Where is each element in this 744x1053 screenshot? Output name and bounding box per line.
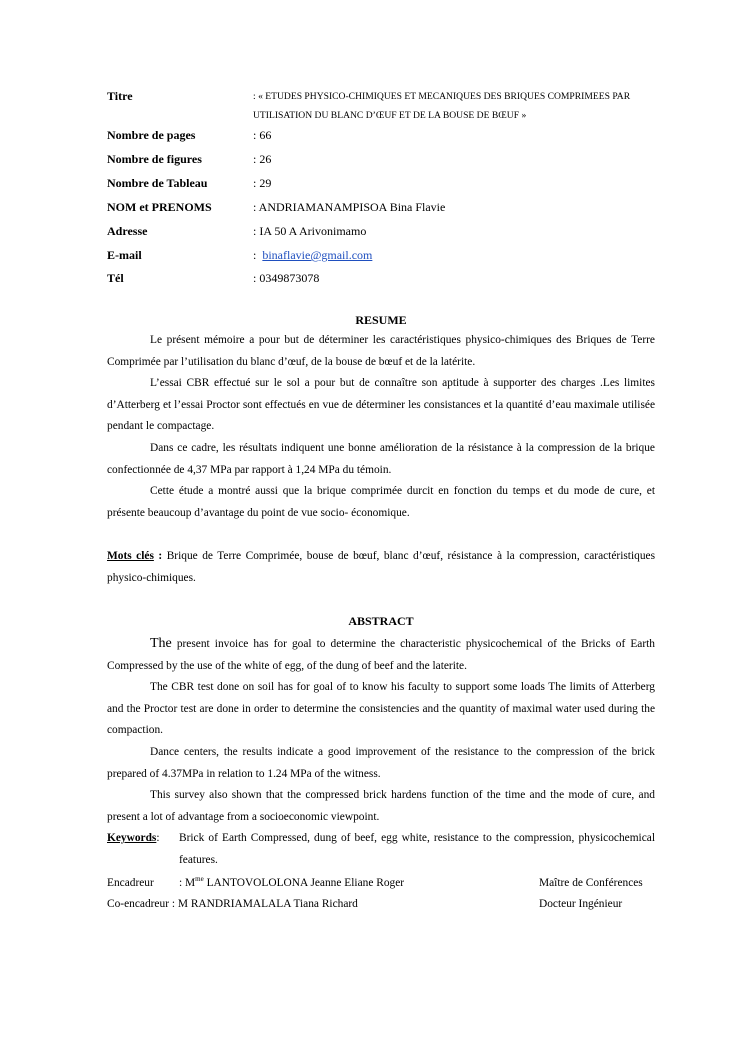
resume-keywords — [107, 546, 655, 589]
abstract-paragraph-2: The CBR test done on soil has for goal of to know his faculty to support some loads The limits of Atterberg and the Proctor test are done in order to determine the consistencies and the quantity of maximal water used during the compaction. — [107, 681, 655, 736]
email-prefix: : — [253, 248, 263, 262]
supervisor-name — [179, 876, 404, 891]
title-value: : « ETUDES PHYSICO-CHIMIQUES ET MECANIQUES DES BRIQUES COMPRIMEES PAR — [253, 91, 631, 102]
name-label: NOM et PRENOMS — [107, 200, 212, 214]
resume-paragraph-2: L’essai CBR effectué sur le sol a pour but de connaître son aptitude à supporter des charges .Les limites d’Atterberg et l’essai Proctor sont effectués en vue de déterminer les consistances et la quantité d’eau maximale utilisée pendant le compactage. — [107, 377, 655, 432]
supervisor-prefix-sup: me — [195, 875, 204, 884]
pages-value: : 66 — [253, 128, 272, 142]
tables-value: : 29 — [253, 176, 272, 190]
email-link[interactable]: binaflavie@gmail.com — [262, 248, 373, 262]
abstract-paragraph-4: This survey also shown that the compressed brick hardens function of the time and the mode of cure, and present a lot of advantage from a socioeconomic viewpoint. — [107, 789, 655, 823]
abstract-paragraph-1-text: present invoice has for goal to determine the characteristic physicochemical of the Bricks of Earth Compressed by the use of the white of egg, of the dung of beef and the laterite. — [107, 638, 655, 672]
co-supervisor-name: M RANDRIAMALALA Tiana Richard — [177, 898, 358, 910]
resume-paragraph-1: Le présent mémoire a pour but de déterminer les caractéristiques physico-chimiques des Briques de Terre Comprimée par l’utilisation du blanc d’œuf, de la bouse de bœuf et de la latérite. — [107, 334, 655, 368]
co-supervisor-role: Co-encadreur : — [107, 898, 178, 910]
title-label: Titre — [107, 89, 133, 103]
abstract-heading: ABSTRACT — [348, 614, 414, 628]
title-value-continued: UTILISATION DU BLANC D’ŒUF ET DE LA BOUSE DE BŒUF » — [253, 110, 527, 121]
resume-paragraph-4: Cette étude a montré aussi que la brique comprimée durcit en fonction du temps et du mode de cure, et présente beaucoup d’avantage du point de vue socio- économique. — [107, 485, 655, 519]
abstract-keywords-label-text: Keywords — [107, 832, 157, 844]
resume-heading: RESUME — [355, 313, 407, 327]
abstract-keywords-separator: : — [156, 832, 160, 844]
supervisor-role: Encadreur — [107, 877, 154, 889]
phone-label: Tél — [107, 271, 124, 285]
tables-label: Nombre de Tableau — [107, 176, 208, 190]
resume-paragraph-3: Dans ce cadre, les résultats indiquent une bonne amélioration de la résistance à la compression de la brique confectionnée de 4,37 MPa par rapport à 1,24 MPa du témoin. — [107, 442, 655, 476]
abstract-keywords — [107, 828, 655, 872]
resume-keywords-separator: : — [153, 550, 167, 562]
figures-value: : 26 — [253, 152, 272, 166]
email-label: E-mail — [107, 248, 142, 262]
abstract-keywords-label — [107, 828, 160, 850]
supervisor-prefix: M — [185, 877, 196, 889]
co-supervisor-label — [107, 897, 358, 912]
supervisor-separator: : — [179, 877, 186, 889]
address-value: : IA 50 A Arivonimamo — [253, 224, 367, 238]
co-supervisor-title: Docteur Ingénieur — [539, 898, 623, 910]
abstract-keywords-text: Brick of Earth Compressed, dung of beef, egg white, resistance to the compression, physicochemical features. — [179, 832, 655, 866]
name-value: : ANDRIAMANAMPISOA Bina Flavie — [253, 200, 446, 214]
abstract-paragraph-3: Dance centers, the results indicate a good improvement of the resistance to the compression of the brick prepared of 4.37MPa in relation to 1.24 MPa of the witness. — [107, 746, 655, 780]
abstract-paragraph-1 — [107, 633, 655, 677]
abstract-first-word: The — [150, 636, 172, 651]
info-row-title — [107, 89, 667, 125]
phone-value: : 0349873078 — [253, 271, 320, 285]
email-value — [253, 248, 372, 263]
address-label: Adresse — [107, 224, 148, 238]
supervisor-name-text: LANTOVOLOLONA Jeanne Eliane Roger — [203, 877, 405, 889]
resume-keywords-label: Mots clés — [107, 550, 154, 562]
pages-label: Nombre de pages — [107, 128, 196, 142]
resume-keywords-text: Brique de Terre Comprimée, bouse de bœuf, blanc d’œuf, résistance à la compression, caractéristiques physico-chimiques. — [107, 550, 656, 584]
figures-label: Nombre de figures — [107, 152, 202, 166]
supervisor-title: Maître de Conférences — [539, 877, 643, 889]
